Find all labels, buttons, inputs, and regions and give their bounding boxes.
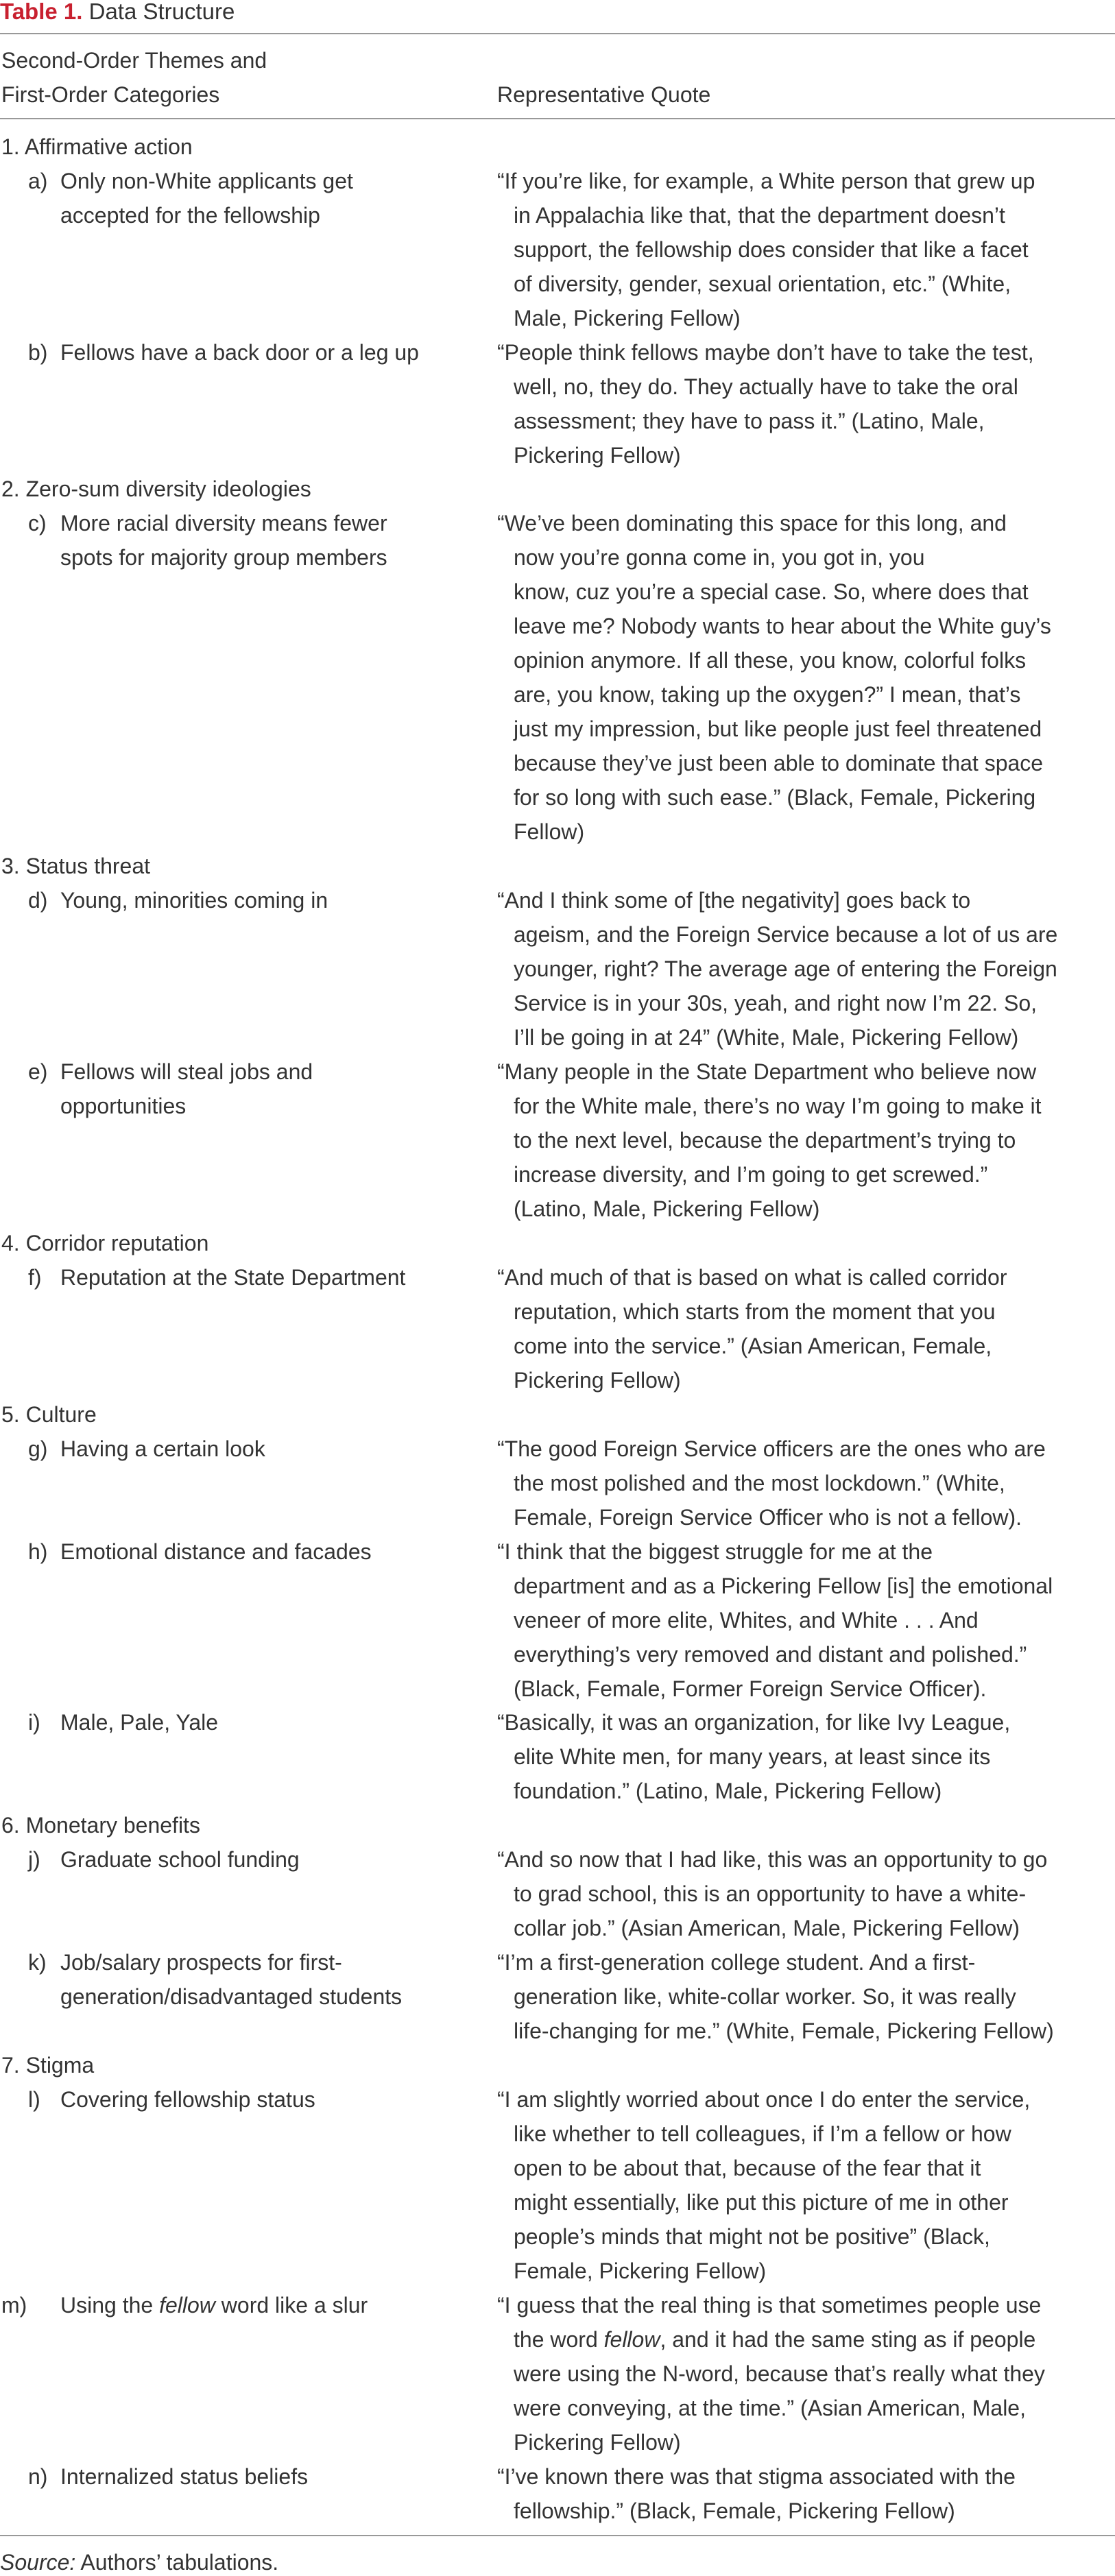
category-letter: c)	[28, 511, 47, 535]
representative-quote: “Basically, it was an organization, for like Ivy League, elite White men, for many years, at least since its foundation.” (Latino, Male, Pickering Fellow)	[497, 1710, 1011, 1803]
representative-quote: “People think fellows maybe don’t have to take the test, well, no, they do. They actually have to take the oral assessment; they have to pass it.” (Latino, Male, Pickering Fellow)	[497, 340, 1034, 468]
header-col1-line1: Second-Order Themes and	[1, 48, 267, 73]
representative-quote: “I’ve known there was that stigma associated with the fellowship.” (Black, Female, Pickering Fellow)	[497, 2464, 1016, 2523]
representative-quote: “And much of that is based on what is called corridor reputation, which starts from the moment that you come into the service.” (Asian American, Female, Pickering Fellow)	[497, 1265, 1007, 1393]
category-text: Job/salary prospects for first- generation/disadvantaged students	[60, 1950, 403, 2009]
category-text: Graduate school funding	[60, 1847, 300, 1872]
representative-quote: “I’m a first-generation college student. And a first- generation like, white-collar worker. So, it was really life-changing for me.” (White, Female, Pickering Fellow)	[497, 1950, 1054, 2043]
representative-quote: “I guess that the real thing is that sometimes people use the word fellow, and it had the same sting as if people were using the N-word, because that’s really what they were conveying, at the time.” (Asian American, Male, Pickering Fellow)	[497, 2293, 1045, 2455]
representative-quote: “I am slightly worried about once I do enter the service, like whether to tell colleagues, if I’m a fellow or how open to be about that, because of the fear that it might essentially, like put this picture of me in other people’s minds that might not be positive” (Black, Female, Pickering Fellow)	[497, 2087, 1031, 2283]
category-text: Emotional distance and facades	[60, 1539, 372, 1564]
category-letter: h)	[28, 1539, 48, 1564]
theme-heading: 6. Monetary benefits	[1, 1813, 200, 1838]
category-letter: j)	[28, 1847, 40, 1872]
representative-quote: “We’ve been dominating this space for this long, and now you’re gonna come in, you got in, you know, cuz you’re a special case. So, where does that leave me? Nobody wants to hear about the White guy’s opinion anymore. If all these, you know, colorful folks are, you know, taking up the oxygen?” I mean, that’s just my impression, but like people just feel threatened because they’ve just been able to dominate that space for so long with such ease.” (Black, Female, Pickering Fellow)	[497, 511, 1051, 844]
category-text: Covering fellowship status	[60, 2087, 315, 2112]
header-rule	[0, 118, 1115, 119]
bottom-rule	[0, 2535, 1115, 2536]
category-text: Fellows will steal jobs and opportunities	[60, 1059, 313, 1118]
theme-heading: 5. Culture	[1, 1402, 97, 1427]
category-text: Male, Pale, Yale	[60, 1710, 219, 1735]
category-letter: n)	[28, 2464, 48, 2489]
category-text: Fellows have a back door or a leg up	[60, 340, 419, 365]
theme-heading: 4. Corridor reputation	[1, 1231, 209, 1255]
representative-quote: “And I think some of [the negativity] goes back to ageism, and the Foreign Service because a lot of us are younger, right? The average age of entering the Foreign Service is in your 30s, yeah, and right now I’m 22. So, I’ll be going in at 24” (White, Male, Pickering Fellow)	[497, 888, 1058, 1050]
category-letter: f)	[28, 1265, 42, 1290]
theme-heading: 2. Zero-sum diversity ideologies	[1, 477, 311, 501]
category-letter: k)	[28, 1950, 47, 1975]
representative-quote: “The good Foreign Service officers are the ones who are the most polished and the most lockdown.” (White, Female, Foreign Service Officer who is not a fellow).	[497, 1436, 1046, 1530]
representative-quote: “Many people in the State Department who believe now for the White male, there’s no way I’m going to make it to the next level, because the department’s trying to increase diversity, and I’m going to get screwed.” (Latino, Male, Pickering Fellow)	[497, 1059, 1042, 1221]
category-letter: e)	[28, 1059, 48, 1084]
header-col1-line2: First-Order Categories	[1, 82, 220, 107]
theme-heading: 1. Affirmative action	[1, 134, 193, 159]
table-title	[0, 0, 235, 23]
theme-heading: 7. Stigma	[1, 2053, 95, 2078]
category-letter: g)	[28, 1436, 48, 1461]
category-letter: d)	[28, 888, 48, 913]
category-letter: l)	[28, 2087, 40, 2112]
representative-quote: “And so now that I had like, this was an opportunity to go to grad school, this is an opportunity to have a white- collar job.” (Asian American, Male, Pickering Fellow)	[497, 1847, 1048, 1940]
category-text: Using the fellow word like a slur	[60, 2293, 368, 2318]
category-text: More racial diversity means fewer spots for majority group members	[60, 511, 387, 570]
category-letter: a)	[28, 169, 48, 193]
category-text: Reputation at the State Department	[60, 1265, 406, 1290]
top-rule	[0, 33, 1115, 34]
category-letter: b)	[28, 340, 48, 365]
category-letter: m)	[1, 2293, 27, 2318]
category-text: Internalized status beliefs	[60, 2464, 309, 2489]
header-col2: Representative Quote	[497, 82, 711, 107]
representative-quote: “I think that the biggest struggle for me at the department and as a Pickering Fellow [is] the emotional veneer of more elite, Whites, and White . . . And everything’s very removed and distant and polished.” (Black, Female, Former Foreign Service Officer).	[497, 1539, 1053, 1701]
representative-quote: “If you’re like, for example, a White person that grew up in Appalachia like that, that the department doesn’t support, the fellowship does consider that like a facet of diversity, gender, sexual orientation, etc.” (White, Male, Pickering Fellow)	[497, 169, 1035, 330]
category-text: Young, minorities coming in	[60, 888, 328, 913]
category-text: Only non-White applicants get accepted for the fellowship	[60, 169, 353, 228]
table-label: Table 1.	[0, 0, 83, 24]
category-text: Having a certain look	[60, 1436, 265, 1461]
category-letter: i)	[28, 1710, 40, 1735]
table-title-text: Data Structure	[88, 0, 235, 24]
theme-heading: 3. Status threat	[1, 854, 151, 878]
source-note: Source: Authors’ tabulations.	[0, 2550, 279, 2575]
